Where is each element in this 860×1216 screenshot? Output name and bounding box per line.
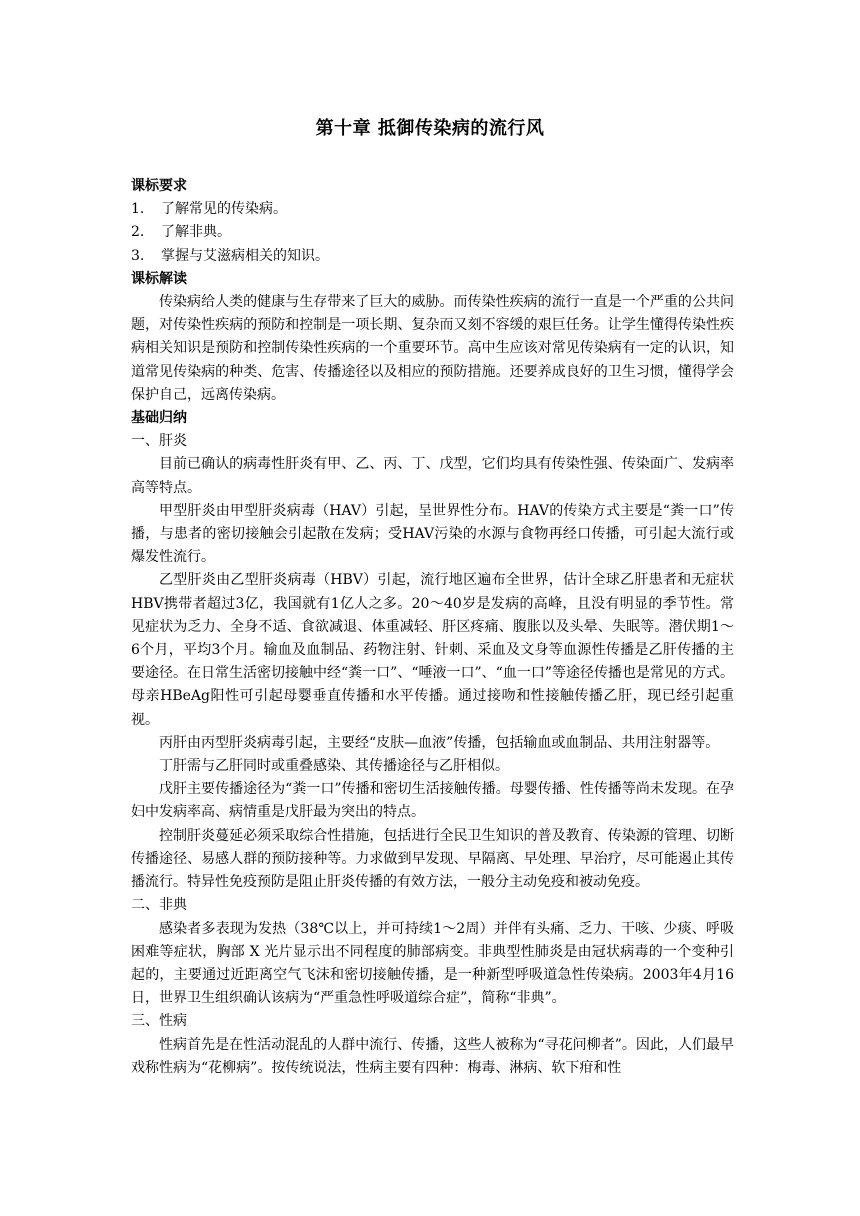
list-number: 2. — [131, 224, 145, 241]
paragraph: 感染者多表现为发热（38℃以上，并可持续1～2周）并伴有头痛、乏力、干咳、少痰、呼吸困难等症状，胸部 X 光片显示出不同程度的肺部病变。非典型性肺炎是由冠状病毒的一个变种引起的，主要通过近距离空气飞沫和密切接触传播，是一种新型呼吸道急性传染病。2003年4月16日，世界卫生组织确认该病为“严重急性呼吸道综合症”，简称“非典”。 — [131, 920, 734, 1007]
section-heading-requirements: 课标要求 — [131, 178, 187, 194]
list-text: 掌握与艾滋病相关的知识。 — [161, 247, 329, 264]
list-text: 了解非典。 — [161, 224, 231, 241]
paragraph: 丙肝由丙型肝炎病毒引起，主要经“皮肤—血液”传播，包括输血或血制品、共用注射器等。 — [159, 734, 720, 751]
paragraph: 传染病给人类的健康与生存带来了巨大的威胁。而传染性疾病的流行一直是一个严重的公共问题，对传染性疾病的预防和控制是一项长期、复杂而又刻不容缓的艰巨任务。让学生懂得传染性疾病相关知识是预防和控制传染性疾病的一个重要环节。高中生应该对常见传染病有一定的认识，知道常见传染病的种类、危害、传播途径以及相应的预防措施。还要养成良好的卫生习惯，懂得学会保护自己，远离传染病。 — [131, 294, 734, 403]
paragraph: 戊肝主要传播途径为“粪一口”传播和密切生活接触传播。母婴传播、性传播等尚未发现。在孕妇中发病率高、病情重是戊肝最为突出的特点。 — [131, 781, 734, 821]
list-number: 1. — [131, 201, 145, 218]
paragraph: 乙型肝炎由乙型肝炎病毒（HBV）引起，流行地区遍布全世界，估计全球乙肝患者和无症状HBV携带者超过3亿，我国就有1亿人之多。20～40岁是发病的高峰，且没有明显的季节性。常见症状为乏力、全身不适、食欲减退、体重减轻、肝区疼痛、腹胀以及头晕、失眠等。潜伏期1～6个月，平均3个月。输血及血制品、药物注射、针刺、采血及文身等血源性传播是乙肝传播的主要途径。在日常生活密切接触中经“粪一口”、“唾液一口”、“血一口”等途径传播也是常见的方式。母亲HBeAg阳性可引起母婴垂直传播和水平传播。通过接吻和性接触传播乙肝，现已经引起重视。 — [131, 572, 734, 728]
subsection-heading-hepatitis: 一、肝炎 — [131, 433, 187, 450]
chapter-title: 第十章 抵御传染病的流行风 — [315, 118, 545, 139]
paragraph: 控制肝炎蔓延必须采取综合性措施，包括进行全民卫生知识的普及教育、传染源的管理、切断传播途径、易感人群的预防接种等。力求做到早发现、早隔离、早处理、早治疗，尽可能遏止其传播流行。特异性免疫预防是阻止肝炎传播的有效方法，一般分主动免疫和被动免疫。 — [131, 827, 734, 891]
list-number: 3. — [131, 247, 145, 264]
subsection-heading-sars: 二、非典 — [131, 897, 187, 914]
section-heading-interpretation: 课标解读 — [131, 270, 187, 287]
document-body — [131, 175, 734, 1080]
paragraph: 丁肝需与乙肝同时或重叠感染、其传播途径与乙肝相似。 — [159, 758, 509, 775]
requirement-item — [131, 245, 734, 268]
list-text: 了解常见的传染病。 — [161, 201, 287, 218]
requirement-item — [131, 221, 734, 244]
paragraph: 性病首先是在性活动混乱的人群中流行、传播，这些人被称为“寻花问柳者”。因此，人们最早戏称性病为“花柳病”。按传统说法，性病主要有四种：梅毒、淋病、软下疳和性 — [131, 1036, 734, 1076]
paragraph: 甲型肝炎由甲型肝炎病毒（HAV）引起，呈世界性分布。HAV的传染方式主要是“粪一口”传播，与患者的密切接触会引起散在发病；受HAV污染的水源与食物再经口传播，可引起大流行或爆发性流行。 — [131, 502, 734, 566]
requirement-item — [131, 198, 734, 221]
section-heading-basics: 基础归纳 — [131, 410, 187, 427]
subsection-heading-std: 三、性病 — [131, 1013, 187, 1030]
paragraph: 目前已确认的病毒性肝炎有甲、乙、丙、丁、戊型，它们均具有传染性强、传染面广、发病率高等特点。 — [131, 456, 734, 496]
